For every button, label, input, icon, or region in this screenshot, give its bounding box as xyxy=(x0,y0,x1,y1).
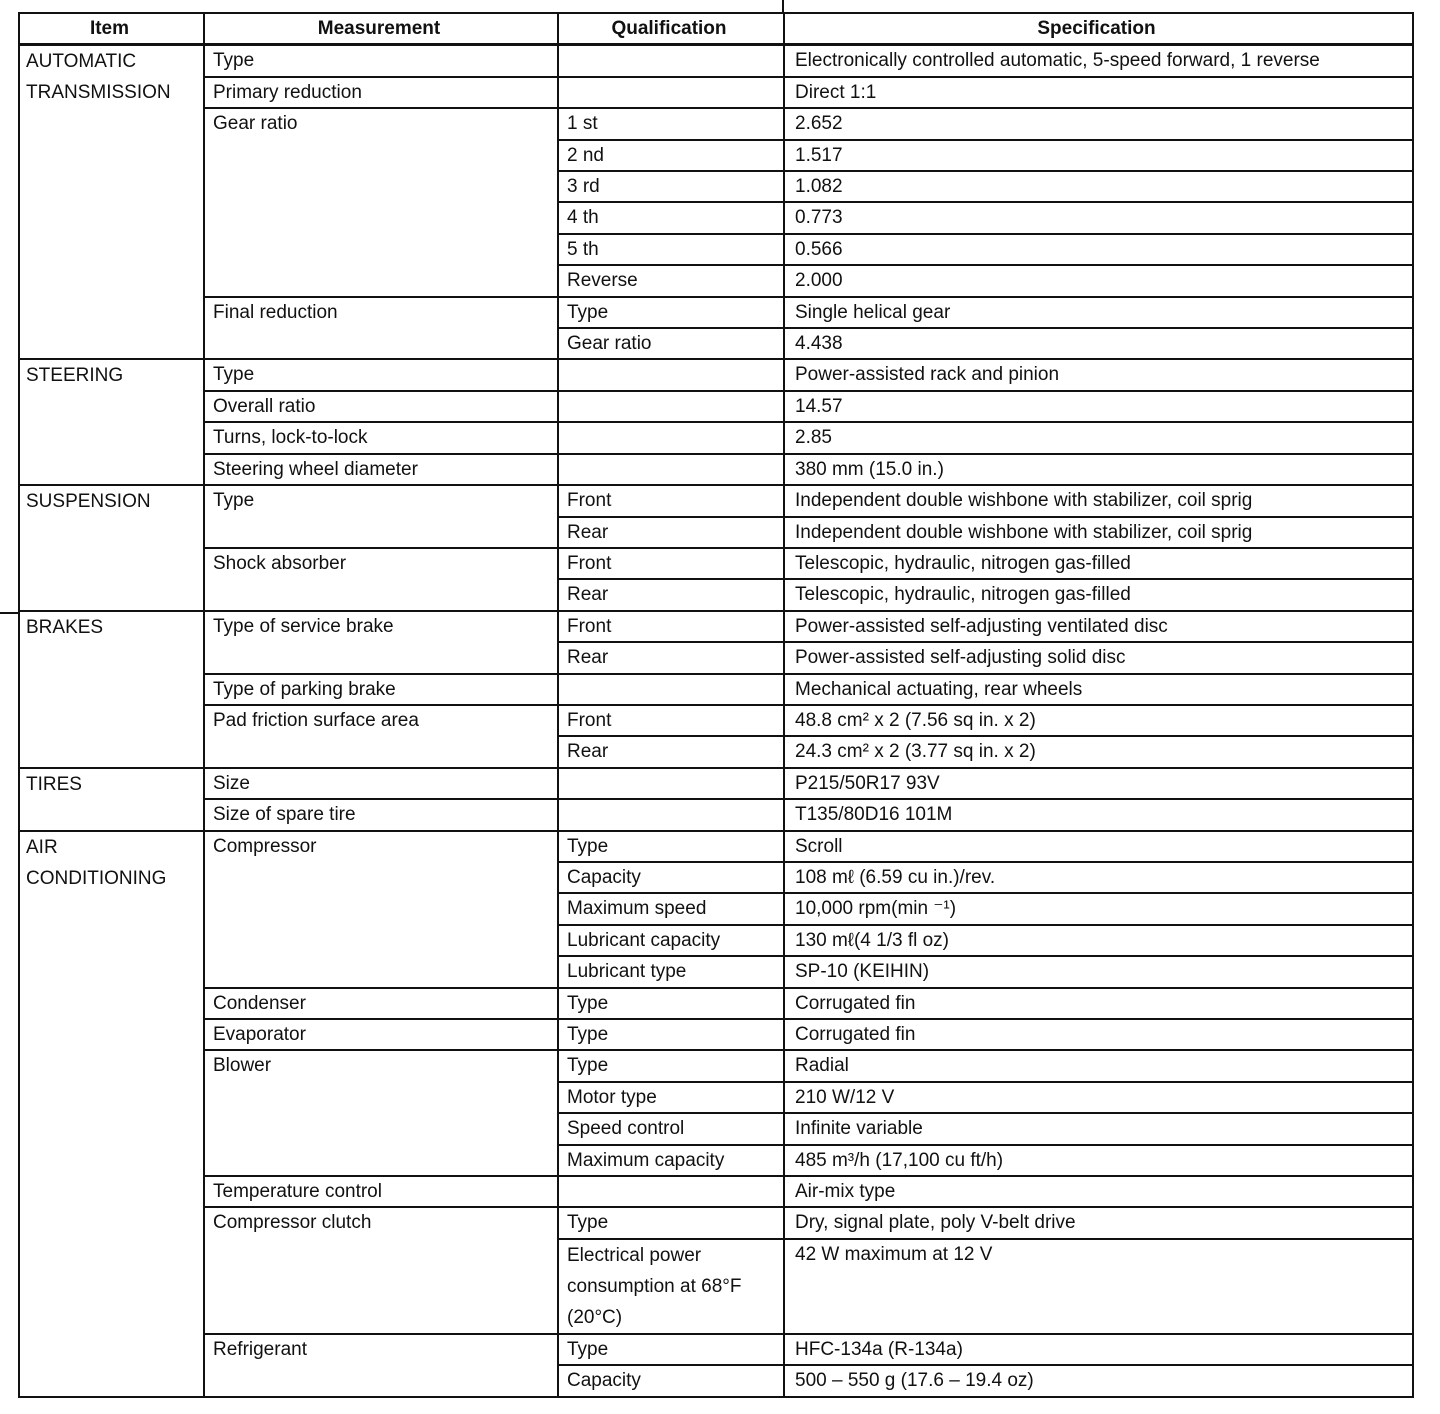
specification-cell: Power-assisted self-adjusting solid disc xyxy=(784,642,1413,673)
qualification-cell: Front xyxy=(558,611,784,642)
measurement-cell: Pad friction surface area xyxy=(204,705,558,768)
measurement-cell: Type xyxy=(204,359,558,390)
qualification-cell: Maximum speed xyxy=(558,893,784,924)
specification-cell: 4.438 xyxy=(784,328,1413,359)
measurement-cell: Temperature control xyxy=(204,1176,558,1207)
qualification-cell: Front xyxy=(558,548,784,579)
qualification-cell xyxy=(558,799,784,830)
table-row xyxy=(19,988,1413,1019)
specification-cell: 485 m³/h (17,100 cu ft/h) xyxy=(784,1145,1413,1176)
qualification-cell xyxy=(558,422,784,453)
specification-cell: Infinite variable xyxy=(784,1113,1413,1144)
table-row xyxy=(19,1176,1413,1207)
qualification-cell: Type xyxy=(558,1334,784,1365)
qualification-cell: Front xyxy=(558,485,784,516)
qualification-cell: 1 st xyxy=(558,108,784,139)
table-row xyxy=(19,485,1413,516)
header-qualification: Qualification xyxy=(558,13,784,45)
table-row xyxy=(19,611,1413,642)
table-row xyxy=(19,768,1413,799)
specification-cell: 10,000 rpm(min ⁻¹) xyxy=(784,893,1413,924)
qualification-cell xyxy=(558,45,784,77)
specification-cell: 0.773 xyxy=(784,202,1413,233)
specification-cell: Radial xyxy=(784,1050,1413,1081)
specification-cell: Power-assisted rack and pinion xyxy=(784,359,1413,390)
measurement-cell: Compressor xyxy=(204,831,558,988)
qualification-cell: Reverse xyxy=(558,265,784,296)
specification-cell: 380 mm (15.0 in.) xyxy=(784,454,1413,485)
measurement-cell: Overall ratio xyxy=(204,391,558,422)
specification-cell: 500 – 550 g (17.6 – 19.4 oz) xyxy=(784,1365,1413,1396)
specification-cell: 210 W/12 V xyxy=(784,1082,1413,1113)
table-row xyxy=(19,1019,1413,1050)
measurement-cell: Primary reduction xyxy=(204,77,558,108)
measurement-cell: Compressor clutch xyxy=(204,1207,558,1333)
specification-cell: HFC-134a (R-134a) xyxy=(784,1334,1413,1365)
table-row xyxy=(19,1207,1413,1238)
specification-cell: Air-mix type xyxy=(784,1176,1413,1207)
qualification-cell: Speed control xyxy=(558,1113,784,1144)
item-cell: STEERING xyxy=(19,359,204,485)
qualification-cell: 5 th xyxy=(558,234,784,265)
qualification-cell xyxy=(558,768,784,799)
measurement-cell: Steering wheel diameter xyxy=(204,454,558,485)
specification-cell: Independent double wishbone with stabilizer, coil sprig xyxy=(784,485,1413,516)
specification-cell: 2.000 xyxy=(784,265,1413,296)
specification-cell: 1.517 xyxy=(784,140,1413,171)
table-row xyxy=(19,1050,1413,1081)
specification-cell: Power-assisted self-adjusting ventilated disc xyxy=(784,611,1413,642)
specification-cell: Electronically controlled automatic, 5-speed forward, 1 reverse xyxy=(784,45,1413,77)
qualification-cell: Electrical power consumption at 68°F (20°C) xyxy=(558,1239,784,1334)
measurement-cell: Type of service brake xyxy=(204,611,558,674)
qualification-cell: 4 th xyxy=(558,202,784,233)
qualification-cell: Lubricant type xyxy=(558,956,784,987)
measurement-cell: Final reduction xyxy=(204,297,558,360)
table-row xyxy=(19,548,1413,579)
table-row xyxy=(19,674,1413,705)
specification-cell: Dry, signal plate, poly V-belt drive xyxy=(784,1207,1413,1238)
table-row xyxy=(19,799,1413,830)
item-cell: BRAKES xyxy=(19,611,204,768)
qualification-cell xyxy=(558,77,784,108)
table-row xyxy=(19,77,1413,108)
item-cell: AUTOMATIC TRANSMISSION xyxy=(19,45,204,360)
table-row xyxy=(19,359,1413,390)
qualification-cell: Type xyxy=(558,1019,784,1050)
measurement-cell: Blower xyxy=(204,1050,558,1176)
specification-cell: Mechanical actuating, rear wheels xyxy=(784,674,1413,705)
qualification-cell xyxy=(558,1176,784,1207)
qualification-cell: 2 nd xyxy=(558,140,784,171)
qualification-cell: Motor type xyxy=(558,1082,784,1113)
specification-cell: 42 W maximum at 12 V xyxy=(784,1239,1413,1334)
qualification-cell xyxy=(558,391,784,422)
qualification-cell: Capacity xyxy=(558,1365,784,1396)
specification-cell: SP-10 (KEIHIN) xyxy=(784,956,1413,987)
measurement-cell: Type xyxy=(204,45,558,77)
qualification-cell: 3 rd xyxy=(558,171,784,202)
specification-cell: Telescopic, hydraulic, nitrogen gas-filled xyxy=(784,548,1413,579)
measurement-cell: Shock absorber xyxy=(204,548,558,611)
qualification-cell: Rear xyxy=(558,642,784,673)
qualification-cell xyxy=(558,359,784,390)
specification-cell: 48.8 cm² x 2 (7.56 sq in. x 2) xyxy=(784,705,1413,736)
specification-cell: 2.652 xyxy=(784,108,1413,139)
item-cell: TIRES xyxy=(19,768,204,831)
measurement-cell: Gear ratio xyxy=(204,108,558,296)
measurement-cell: Type xyxy=(204,485,558,548)
specification-cell: Independent double wishbone with stabilizer, coil sprig xyxy=(784,517,1413,548)
top-divider-line xyxy=(782,0,784,12)
table-row xyxy=(19,45,1413,77)
specification-cell: T135/80D16 101M xyxy=(784,799,1413,830)
measurement-cell: Refrigerant xyxy=(204,1334,558,1397)
table-row xyxy=(19,108,1413,139)
specification-cell: Corrugated fin xyxy=(784,1019,1413,1050)
measurement-cell: Size of spare tire xyxy=(204,799,558,830)
margin-mark xyxy=(0,612,20,614)
specification-cell: 14.57 xyxy=(784,391,1413,422)
qualification-cell: Front xyxy=(558,705,784,736)
measurement-cell: Turns, lock-to-lock xyxy=(204,422,558,453)
qualification-cell: Type xyxy=(558,831,784,862)
qualification-cell: Type xyxy=(558,1050,784,1081)
qualification-cell xyxy=(558,454,784,485)
item-cell: AIR CONDITIONING xyxy=(19,831,204,1397)
specification-cell: Direct 1:1 xyxy=(784,77,1413,108)
qualification-cell: Type xyxy=(558,297,784,328)
table-row xyxy=(19,705,1413,736)
specification-cell: P215/50R17 93V xyxy=(784,768,1413,799)
qualification-cell: Maximum capacity xyxy=(558,1145,784,1176)
specification-cell: 130 mℓ(4 1/3 fl oz) xyxy=(784,925,1413,956)
measurement-cell: Evaporator xyxy=(204,1019,558,1050)
specification-cell: 1.082 xyxy=(784,171,1413,202)
qualification-cell xyxy=(558,674,784,705)
measurement-cell: Condenser xyxy=(204,988,558,1019)
header-measurement: Measurement xyxy=(204,13,558,45)
table-row xyxy=(19,297,1413,328)
qualification-cell: Type xyxy=(558,1207,784,1238)
header-specification: Specification xyxy=(784,13,1413,45)
specification-cell: 108 mℓ (6.59 cu in.)/rev. xyxy=(784,862,1413,893)
specification-cell: Single helical gear xyxy=(784,297,1413,328)
measurement-cell: Type of parking brake xyxy=(204,674,558,705)
measurement-cell: Size xyxy=(204,768,558,799)
table-row xyxy=(19,1334,1413,1365)
table-row xyxy=(19,422,1413,453)
table-row xyxy=(19,391,1413,422)
qualification-cell: Type xyxy=(558,988,784,1019)
header-row xyxy=(19,13,1413,45)
specification-cell: 0.566 xyxy=(784,234,1413,265)
qualification-cell: Rear xyxy=(558,517,784,548)
qualification-cell: Gear ratio xyxy=(558,328,784,359)
specification-cell: Scroll xyxy=(784,831,1413,862)
specification-cell: Telescopic, hydraulic, nitrogen gas-filled xyxy=(784,579,1413,610)
qualification-cell: Capacity xyxy=(558,862,784,893)
specifications-table xyxy=(18,12,1414,1398)
qualification-cell: Lubricant capacity xyxy=(558,925,784,956)
header-item: Item xyxy=(19,13,204,45)
item-cell: SUSPENSION xyxy=(19,485,204,611)
specification-cell: 24.3 cm² x 2 (3.77 sq in. x 2) xyxy=(784,736,1413,767)
qualification-cell: Rear xyxy=(558,579,784,610)
table-row xyxy=(19,831,1413,862)
table-row xyxy=(19,454,1413,485)
specification-cell: 2.85 xyxy=(784,422,1413,453)
qualification-cell: Rear xyxy=(558,736,784,767)
specification-cell: Corrugated fin xyxy=(784,988,1413,1019)
